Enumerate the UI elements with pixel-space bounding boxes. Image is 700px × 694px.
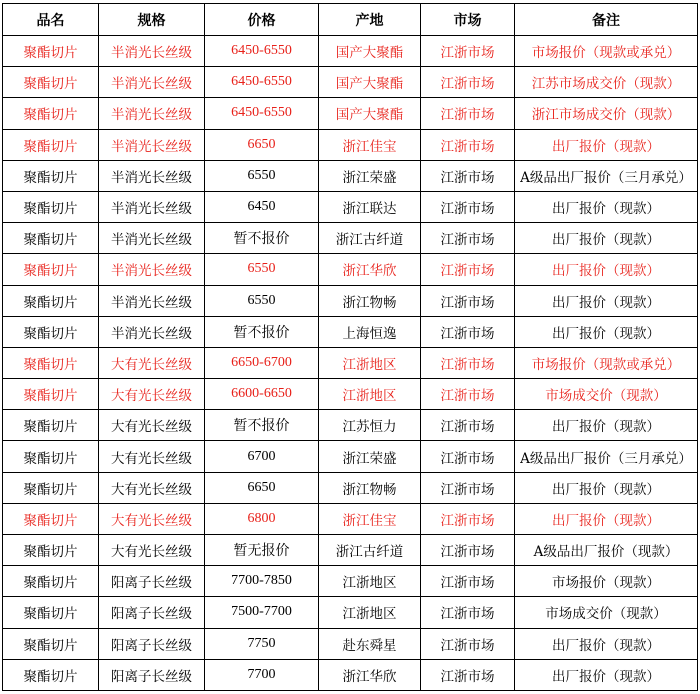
cell-market: 江浙市场 <box>421 347 515 378</box>
cell-spec: 半消光长丝级 <box>99 223 205 254</box>
cell-market: 江浙市场 <box>421 223 515 254</box>
table-row <box>3 659 698 690</box>
cell-remark: 江苏市场成交价（现款） <box>515 67 698 98</box>
cell-spec: 阳离子长丝级 <box>99 566 205 597</box>
cell-price: 6800 <box>205 503 319 534</box>
table-row <box>3 191 698 222</box>
cell-spec: 大有光长丝级 <box>99 503 205 534</box>
cell-market: 江浙市场 <box>421 597 515 628</box>
cell-spec: 半消光长丝级 <box>99 67 205 98</box>
cell-price: 7700 <box>205 659 319 690</box>
cell-product: 聚酯切片 <box>3 67 99 98</box>
cell-market: 江浙市场 <box>421 67 515 98</box>
table-row <box>3 316 698 347</box>
cell-spec: 半消光长丝级 <box>99 191 205 222</box>
cell-spec: 大有光长丝级 <box>99 535 205 566</box>
cell-price: 6650-6700 <box>205 347 319 378</box>
cell-remark: 出厂报价（现款） <box>515 410 698 441</box>
cell-market: 江浙市场 <box>421 503 515 534</box>
cell-product: 聚酯切片 <box>3 223 99 254</box>
cell-spec: 半消光长丝级 <box>99 98 205 129</box>
cell-product: 聚酯切片 <box>3 597 99 628</box>
cell-product: 聚酯切片 <box>3 347 99 378</box>
header-product: 品名 <box>3 4 99 36</box>
table-row <box>3 347 698 378</box>
cell-product: 聚酯切片 <box>3 98 99 129</box>
cell-remark: 出厂报价（现款） <box>515 472 698 503</box>
cell-origin: 浙江佳宝 <box>319 129 421 160</box>
cell-market: 江浙市场 <box>421 254 515 285</box>
header-spec: 规格 <box>99 4 205 36</box>
header-origin: 产地 <box>319 4 421 36</box>
cell-product: 聚酯切片 <box>3 535 99 566</box>
cell-spec: 阳离子长丝级 <box>99 628 205 659</box>
cell-origin: 浙江荣盛 <box>319 441 421 472</box>
cell-market: 江浙市场 <box>421 191 515 222</box>
cell-market: 江浙市场 <box>421 36 515 67</box>
cell-market: 江浙市场 <box>421 535 515 566</box>
cell-origin: 国产大聚酯 <box>319 36 421 67</box>
cell-price: 6550 <box>205 160 319 191</box>
cell-spec: 大有光长丝级 <box>99 379 205 410</box>
cell-price: 暂不报价 <box>205 223 319 254</box>
header-row <box>3 4 698 36</box>
cell-market: 江浙市场 <box>421 566 515 597</box>
table-row <box>3 160 698 191</box>
cell-origin: 上海恒逸 <box>319 316 421 347</box>
cell-remark: 出厂报价（现款） <box>515 223 698 254</box>
cell-spec: 大有光长丝级 <box>99 441 205 472</box>
cell-remark: 浙江市场成交价（现款） <box>515 98 698 129</box>
cell-origin: 浙江物畅 <box>319 472 421 503</box>
cell-product: 聚酯切片 <box>3 441 99 472</box>
cell-remark: 出厂报价（现款） <box>515 191 698 222</box>
table-row <box>3 285 698 316</box>
cell-market: 江浙市场 <box>421 628 515 659</box>
cell-remark: 出厂报价（现款） <box>515 254 698 285</box>
table-row <box>3 410 698 441</box>
cell-remark: 出厂报价（现款） <box>515 503 698 534</box>
cell-product: 聚酯切片 <box>3 129 99 160</box>
cell-price: 6650 <box>205 472 319 503</box>
cell-remark: 市场报价（现款或承兑） <box>515 36 698 67</box>
cell-remark: A级品出厂报价（三月承兑） <box>515 160 698 191</box>
cell-remark: 市场报价（现款或承兑） <box>515 347 698 378</box>
cell-product: 聚酯切片 <box>3 191 99 222</box>
cell-price: 6550 <box>205 285 319 316</box>
header-price: 价格 <box>205 4 319 36</box>
table-row <box>3 597 698 628</box>
cell-market: 江浙市场 <box>421 129 515 160</box>
cell-remark: A级品出厂报价（现款） <box>515 535 698 566</box>
cell-market: 江浙市场 <box>421 316 515 347</box>
cell-price: 6450-6550 <box>205 67 319 98</box>
cell-product: 聚酯切片 <box>3 659 99 690</box>
cell-origin: 浙江联达 <box>319 191 421 222</box>
cell-product: 聚酯切片 <box>3 628 99 659</box>
cell-price: 暂不报价 <box>205 410 319 441</box>
cell-remark: 市场成交价（现款） <box>515 379 698 410</box>
cell-spec: 阳离子长丝级 <box>99 659 205 690</box>
cell-price: 6700 <box>205 441 319 472</box>
cell-product: 聚酯切片 <box>3 503 99 534</box>
table-row <box>3 441 698 472</box>
cell-spec: 半消光长丝级 <box>99 285 205 316</box>
cell-price: 7500-7700 <box>205 597 319 628</box>
cell-origin: 国产大聚酯 <box>319 98 421 129</box>
cell-remark: 市场成交价（现款） <box>515 597 698 628</box>
cell-spec: 半消光长丝级 <box>99 129 205 160</box>
cell-spec: 半消光长丝级 <box>99 254 205 285</box>
cell-spec: 大有光长丝级 <box>99 410 205 441</box>
cell-origin: 江浙地区 <box>319 347 421 378</box>
cell-price: 暂无报价 <box>205 535 319 566</box>
cell-product: 聚酯切片 <box>3 472 99 503</box>
cell-market: 江浙市场 <box>421 285 515 316</box>
cell-origin: 赴东舜星 <box>319 628 421 659</box>
cell-price: 6650 <box>205 129 319 160</box>
cell-market: 江浙市场 <box>421 659 515 690</box>
cell-origin: 浙江华欣 <box>319 659 421 690</box>
table-row <box>3 472 698 503</box>
table-body <box>3 36 698 691</box>
cell-product: 聚酯切片 <box>3 316 99 347</box>
cell-product: 聚酯切片 <box>3 566 99 597</box>
cell-price: 6600-6650 <box>205 379 319 410</box>
cell-remark: 出厂报价（现款） <box>515 628 698 659</box>
table-row <box>3 67 698 98</box>
table-row <box>3 98 698 129</box>
cell-spec: 阳离子长丝级 <box>99 597 205 628</box>
cell-price: 6450 <box>205 191 319 222</box>
cell-origin: 江浙地区 <box>319 379 421 410</box>
cell-origin: 浙江古纤道 <box>319 535 421 566</box>
cell-market: 江浙市场 <box>421 472 515 503</box>
cell-product: 聚酯切片 <box>3 379 99 410</box>
table-row <box>3 379 698 410</box>
cell-origin: 江浙地区 <box>319 566 421 597</box>
table-row <box>3 254 698 285</box>
cell-product: 聚酯切片 <box>3 160 99 191</box>
table-row <box>3 223 698 254</box>
cell-remark: 市场报价（现款） <box>515 566 698 597</box>
table-row <box>3 566 698 597</box>
cell-origin: 江苏恒力 <box>319 410 421 441</box>
cell-remark: 出厂报价（现款） <box>515 129 698 160</box>
cell-origin: 浙江佳宝 <box>319 503 421 534</box>
cell-remark: 出厂报价（现款） <box>515 659 698 690</box>
cell-price: 6550 <box>205 254 319 285</box>
cell-market: 江浙市场 <box>421 410 515 441</box>
cell-remark: 出厂报价（现款） <box>515 316 698 347</box>
cell-market: 江浙市场 <box>421 441 515 472</box>
cell-origin: 江浙地区 <box>319 597 421 628</box>
header-market: 市场 <box>421 4 515 36</box>
cell-origin: 浙江古纤道 <box>319 223 421 254</box>
cell-market: 江浙市场 <box>421 98 515 129</box>
cell-remark: A级品出厂报价（三月承兑） <box>515 441 698 472</box>
cell-spec: 大有光长丝级 <box>99 347 205 378</box>
cell-price: 6450-6550 <box>205 36 319 67</box>
table-row <box>3 503 698 534</box>
header-remark: 备注 <box>515 4 698 36</box>
cell-spec: 半消光长丝级 <box>99 160 205 191</box>
cell-origin: 浙江华欣 <box>319 254 421 285</box>
cell-origin: 国产大聚酯 <box>319 67 421 98</box>
table-row <box>3 535 698 566</box>
cell-origin: 浙江荣盛 <box>319 160 421 191</box>
cell-product: 聚酯切片 <box>3 36 99 67</box>
cell-spec: 半消光长丝级 <box>99 36 205 67</box>
table-row <box>3 129 698 160</box>
price-table <box>2 3 698 691</box>
cell-origin: 浙江物畅 <box>319 285 421 316</box>
cell-product: 聚酯切片 <box>3 410 99 441</box>
cell-market: 江浙市场 <box>421 379 515 410</box>
cell-spec: 半消光长丝级 <box>99 316 205 347</box>
cell-price: 7750 <box>205 628 319 659</box>
table-row <box>3 628 698 659</box>
cell-price: 6450-6550 <box>205 98 319 129</box>
table-row <box>3 36 698 67</box>
cell-remark: 出厂报价（现款） <box>515 285 698 316</box>
cell-product: 聚酯切片 <box>3 254 99 285</box>
cell-market: 江浙市场 <box>421 160 515 191</box>
cell-price: 7700-7850 <box>205 566 319 597</box>
cell-spec: 大有光长丝级 <box>99 472 205 503</box>
cell-product: 聚酯切片 <box>3 285 99 316</box>
cell-price: 暂不报价 <box>205 316 319 347</box>
